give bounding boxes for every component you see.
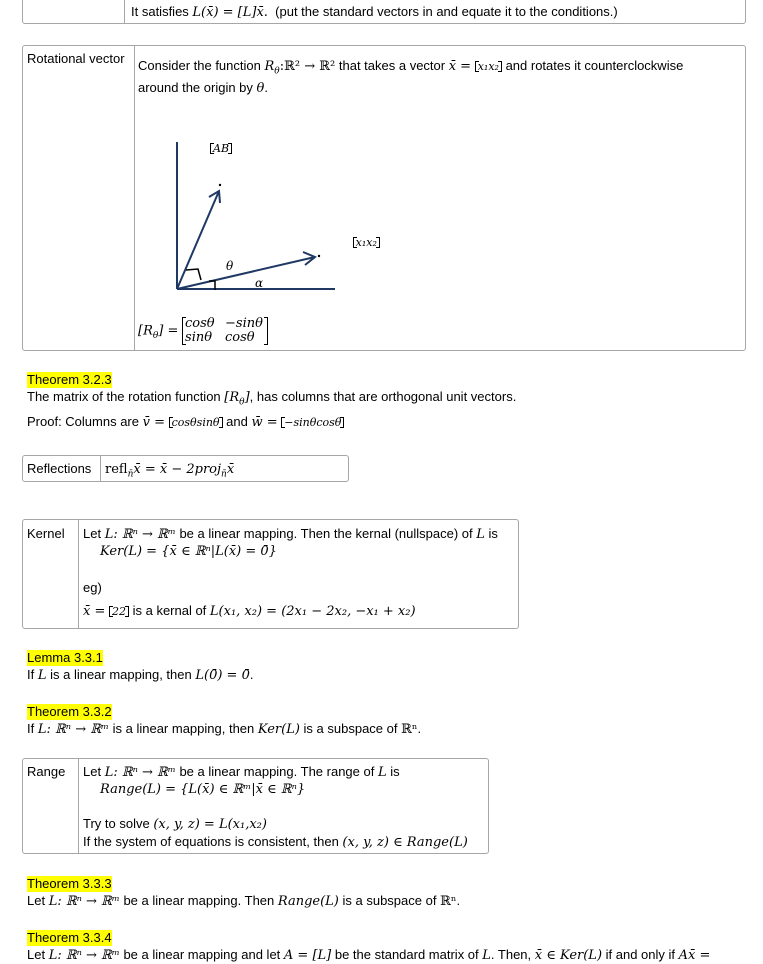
theorem-3-3-3-text: Let L: ℝⁿ → ℝᵐ be a linear mapping. Then Range(L) is a subspace of ℝⁿ. (27, 893, 461, 909)
kernel-eg: eg) (83, 580, 102, 595)
kernel-example: x̄ = 22 is a kernal of L(x₁, x₂) = (2x₁ − 2x₂, −x₁ + x₂) (83, 603, 416, 619)
kernel-box (22, 519, 519, 629)
theta-arc (186, 269, 201, 280)
vector-v: cosθsinθ (169, 417, 223, 428)
lemma-3-3-1-title: Lemma 3.3.1 (27, 650, 103, 665)
vector-example: 22 (109, 606, 129, 617)
theorem-3-3-3-title: Theorem 3.3.3 (27, 876, 112, 891)
box-divider (134, 46, 135, 350)
rotational-label: Rotational vector (27, 51, 125, 66)
lemma-3-3-1-text: If L is a linear mapping, then L(0̄) = 0̄. (27, 667, 254, 683)
theorem-3-2-3-text: The matrix of the rotation function $[R_\theta]$, has columns that are orthogonal unit vectors. (27, 389, 517, 408)
alpha-label: α (255, 276, 264, 290)
theorem-3-2-3-title: Theorem 3.2.3 (27, 372, 112, 387)
theorem-3-2-3-proof: Proof: Columns are v̄ = cosθsinθ and w̄ = −sinθcosθ (27, 407, 344, 438)
box-divider (124, 0, 125, 23)
theta-label: θ (226, 259, 234, 273)
range-label: Range (27, 764, 66, 779)
vector-w: −sinθcosθ (281, 417, 344, 428)
matrix-bracket: cosθ −sinθ sinθ cosθ (182, 317, 268, 345)
rotated-vector (177, 191, 219, 289)
theorem-3-3-4-text: Let L: ℝⁿ → ℝᵐ be a linear mapping and let A = [L] be the standard matrix of L. Then, x̄ ∈ Ker(L) if and only if Ax̄ = (27, 947, 711, 963)
reflections-box (22, 455, 349, 482)
kernel-definition: Ker(L) = {x̄ ∈ ℝⁿ|L(x̄) = 0̄} (100, 544, 277, 559)
kernel-line-1: Let L: ℝⁿ → ℝᵐ be a linear mapping. Then the kernal (nullspace) of L is (83, 526, 498, 542)
box-divider (78, 520, 79, 628)
kernel-label: Kernel (27, 526, 65, 541)
top-line: It satisfies L(x̄) = [L]x̄. (put the standard vectors in and equate it to the conditions.) (131, 4, 618, 20)
top-definition-box (22, 0, 746, 24)
original-vector (177, 257, 315, 289)
range-consistent: If the system of equations is consistent, then (x, y, z) ∈ Range(L) (83, 834, 468, 850)
box-divider (100, 456, 101, 481)
vector-x-label: x₁x₂ (353, 237, 380, 248)
reflections-formula: refl$_{n̄}$x̄ = x̄ − 2proj$_{n̄}$x̄ (105, 462, 235, 480)
theorem-3-3-2-title: Theorem 3.3.2 (27, 704, 112, 719)
theorem-3-3-4-title: Theorem 3.3.4 (27, 930, 112, 945)
range-definition: Range(L) = {L(x̄) ∈ ℝᵐ|x̄ ∈ ℝⁿ} (100, 782, 306, 797)
point-x (318, 255, 320, 257)
range-try: Try to solve (x, y, z) = L(x₁,x₂) (83, 816, 267, 832)
theorem-3-3-2-text: If L: ℝⁿ → ℝᵐ is a linear mapping, then Ker(L) is a subspace of ℝⁿ. (27, 721, 422, 737)
rotational-line-1: Consider the function $R_\theta:ℝ^2$ → ℝ² that takes a vector x̄ = x₁x₂ and rotates it counterclockwise (138, 58, 684, 77)
rotation-matrix: $[R_\theta]$ = cosθ −sinθ sinθ cosθ (138, 317, 268, 345)
range-box (22, 758, 489, 854)
vector-x: x₁x₂ (475, 61, 502, 72)
rotation-diagram (163, 131, 403, 306)
vector-ab-label: AB (210, 143, 232, 154)
box-divider (78, 759, 79, 853)
rotational-vector-box (22, 45, 746, 351)
range-line-1: Let L: ℝⁿ → ℝᵐ be a linear mapping. The range of L is (83, 764, 400, 780)
point-ab (219, 184, 221, 186)
reflections-label: Reflections (27, 461, 92, 476)
rotational-line-2: around the origin by θ. (138, 80, 268, 96)
